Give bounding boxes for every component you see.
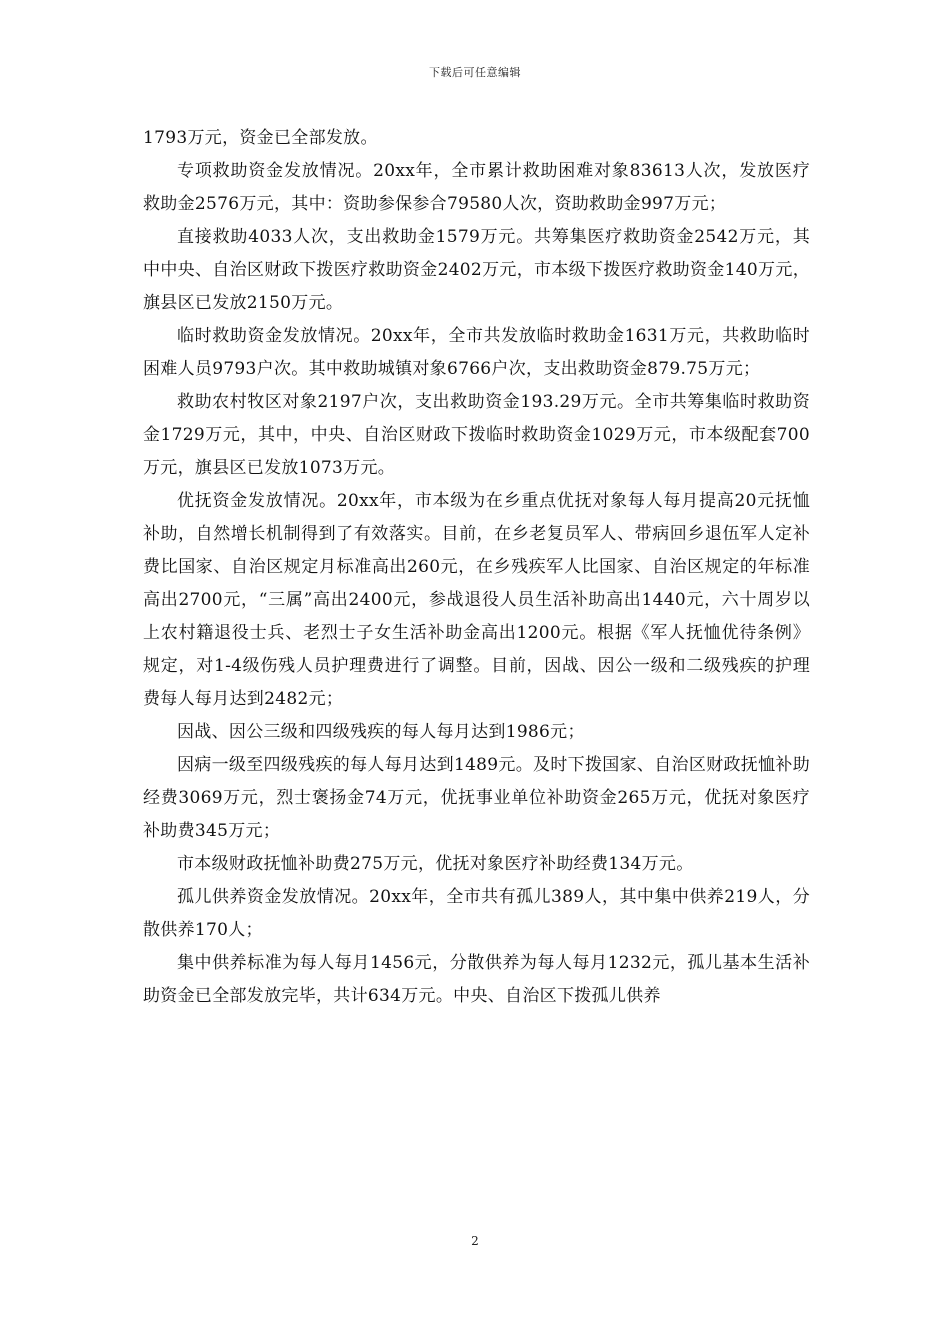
- paragraph: 救助农村牧区对象2197户次，支出救助资金193.29万元。全市共筹集临时救助资金1729万元，其中，中央、自治区财政下拨临时救助资金1029万元，市本级配套700万元，旗县区已发放1073万元。: [143, 392, 810, 478]
- paragraph: 因战、因公三级和四级残疾的每人每月达到1986元；: [177, 722, 585, 742]
- paragraph: 因病一级至四级残疾的每人每月达到1489元。及时下拨国家、自治区财政抚恤补助经费3069万元，烈士褒扬金74万元，优抚事业单位补助资金265万元，优抚对象医疗补助费345万元；: [143, 755, 810, 841]
- paragraph: 集中供养标准为每人每月1456元，分散供养为每人每月1232元，孤儿基本生活补助资金已全部发放完毕，共计634万元。中央、自治区下拨孤儿供养: [143, 953, 810, 1006]
- paragraph: 孤儿供养资金发放情况。20xx年，全市共有孤儿389人，其中集中供养219人，分散供养170人；: [143, 887, 810, 940]
- paragraph: 1793万元，资金已全部发放。: [143, 128, 378, 148]
- paragraph: 直接救助4033人次，支出救助金1579万元。共筹集医疗救助资金2542万元，其中中央、自治区财政下拨医疗救助资金2402万元，市本级下拨医疗救助资金140万元，旗县区已发放2150万元。: [143, 227, 810, 313]
- paragraph: 专项救助资金发放情况。20xx年，全市累计救助困难对象83613人次，发放医疗救助金2576万元，其中：资助参保参合79580人次，资助救助金997万元；: [143, 161, 810, 214]
- page-header: 下载后可任意编辑: [429, 66, 521, 79]
- paragraph: 市本级财政抚恤补助费275万元，优抚对象医疗补助经费134万元。: [177, 854, 694, 874]
- page-number: 2: [471, 1234, 479, 1248]
- document-body: [143, 122, 810, 1013]
- paragraph: 优抚资金发放情况。20xx年，市本级为在乡重点优抚对象每人每月提高20元抚恤补助，自然增长机制得到了有效落实。目前，在乡老复员军人、带病回乡退伍军人定补费比国家、自治区规定月标准高出260元，在乡残疾军人比国家、自治区规定的年标准高出2700元，“三属”高出2400元，参战退役人员生活补助高出1440元，六十周岁以上农村籍退役士兵、老烈士子女生活补助金高出1200元。根据《军人抚恤优待条例》规定，对1-4级伤残人员护理费进行了调整。目前，因战、因公一级和二级残疾的护理费每人每月达到2482元；: [143, 491, 810, 709]
- paragraph: 临时救助资金发放情况。20xx年，全市共发放临时救助金1631万元，共救助临时困难人员9793户次。其中救助城镇对象6766户次，支出救助资金879.75万元；: [143, 326, 810, 379]
